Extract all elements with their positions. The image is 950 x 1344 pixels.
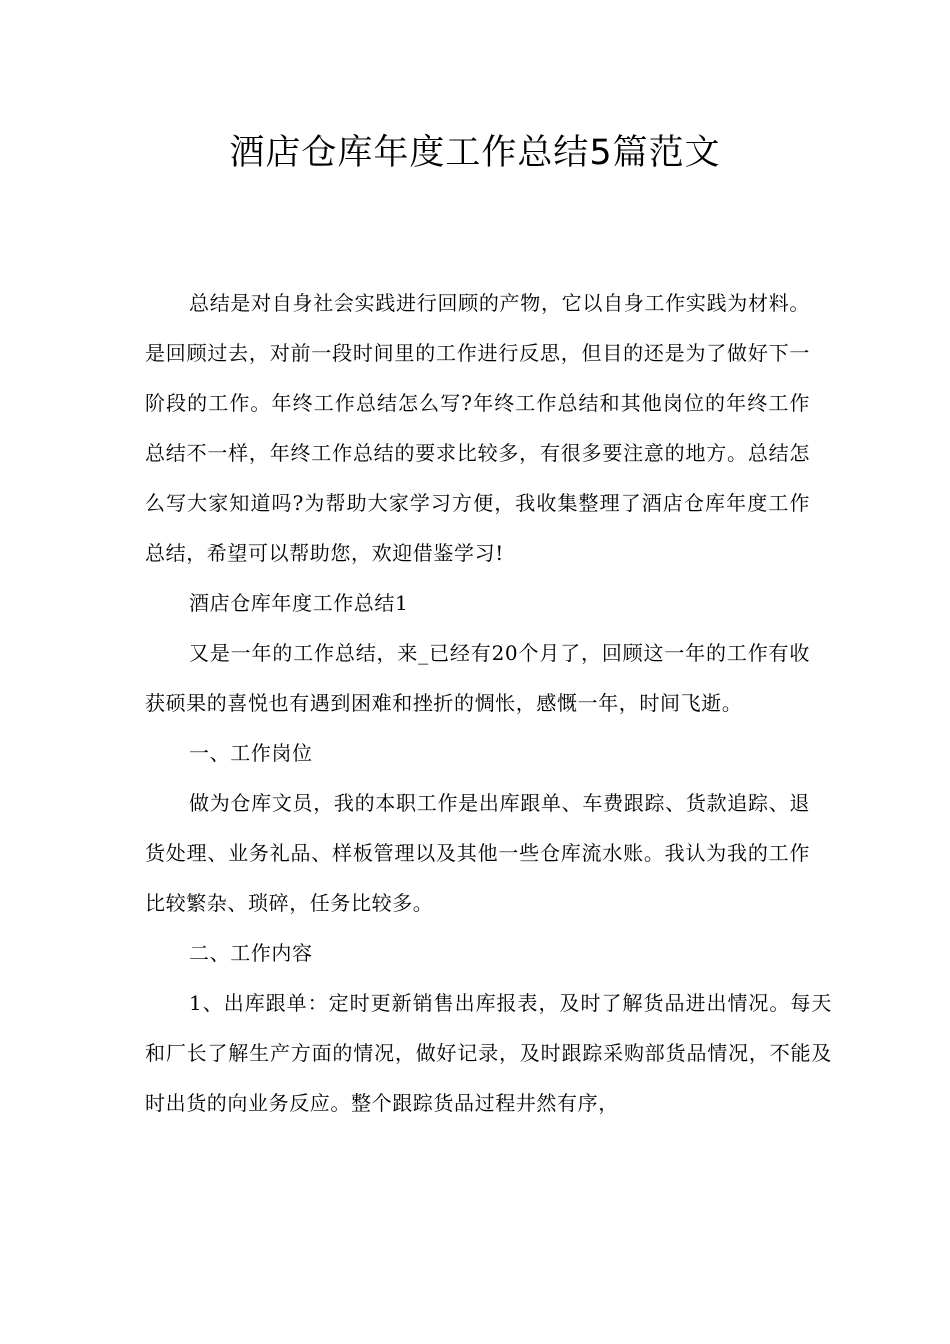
heading-work-content: 二、工作内容: [189, 941, 313, 965]
section-title-summary-1: 酒店仓库年度工作总结1: [189, 591, 409, 615]
summary-1-opening-paragraph: 又是一年的工作总结，来_已经有20个月了，回顾这一年的工作有收获硕果的喜悦也有遇到困难和挫折的惆怅，感慨一年，时间飞逝。: [145, 641, 810, 715]
work-content-paragraph-1: 1、出库跟单：定时更新销售出库报表，及时了解货品进出情况。每天和厂长了解生产方面的情况，做好记录，及时跟踪采购部货品情况，不能及时出货的向业务反应。整个跟踪货品过程井然有序，: [145, 991, 832, 1115]
document-title: 酒店仓库年度工作总结5篇范文: [229, 133, 721, 173]
document-body: [145, 278, 832, 1128]
heading-work-position: 一、工作岗位: [189, 741, 313, 765]
intro-paragraph: 总结是对自身社会实践进行回顾的产物，它以自身工作实践为材料。是回顾过去，对前一段时间里的工作进行反思，但目的还是为了做好下一阶段的工作。年终工作总结怎么写?年终工作总结和其他岗位的年终工作总结不一样，年终工作总结的要求比较多，有很多要注意的地方。总结怎么写大家知道吗?为帮助大家学习方便，我收集整理了酒店仓库年度工作总结，希望可以帮助您，欢迎借鉴学习!: [145, 291, 810, 565]
work-position-paragraph: 做为仓库文员，我的本职工作是出库跟单、车费跟踪、货款追踪、退货处理、业务礼品、样板管理以及其他一些仓库流水账。我认为我的工作比较繁杂、琐碎，任务比较多。: [145, 791, 810, 915]
